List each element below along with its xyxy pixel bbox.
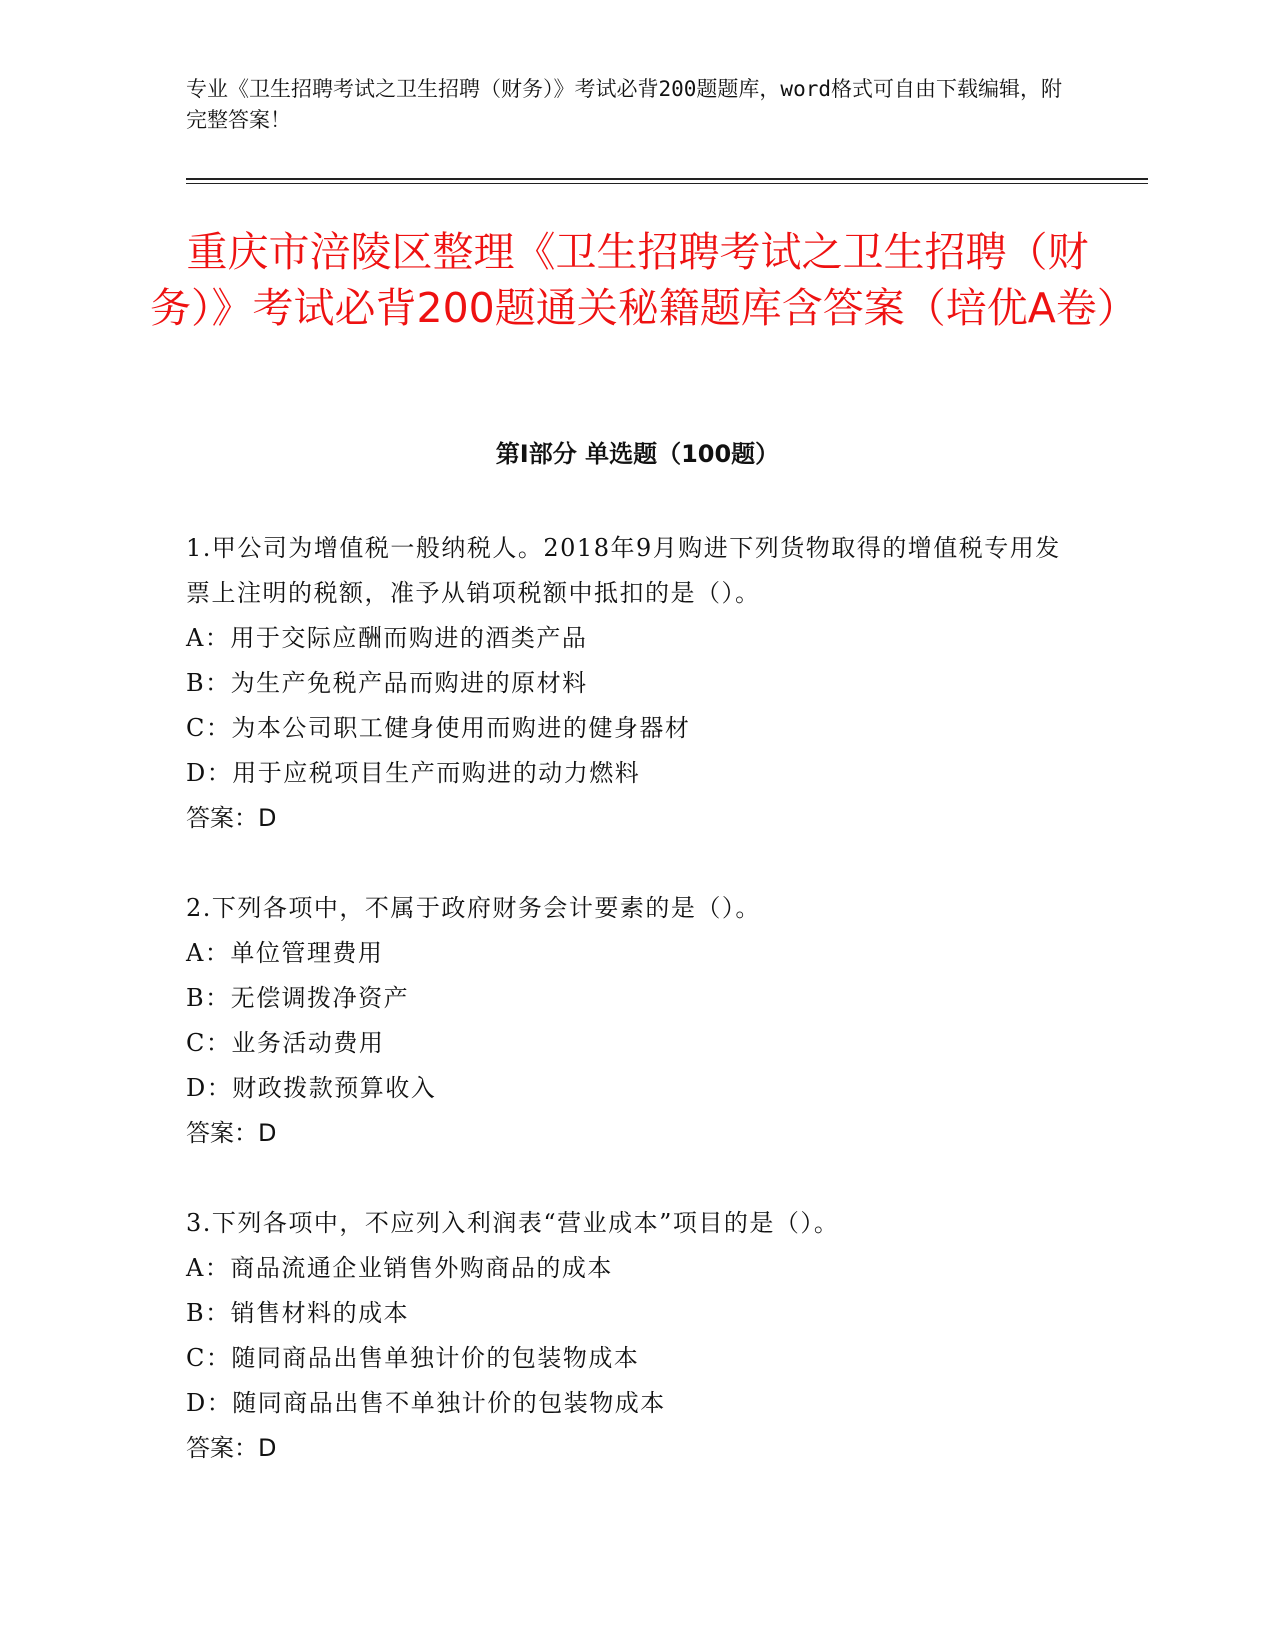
- header-note: 专业《卫生招聘考试之卫生招聘（财务）》考试必背200题题库，word格式可自由下载编辑，附完整答案！: [186, 77, 1062, 132]
- option-c: C：业务活动费用: [186, 1029, 385, 1057]
- option-b: B：为生产免税产品而购进的原材料: [186, 669, 588, 697]
- question-stem: 2.下列各项中，不属于政府财务会计要素的是（）。: [186, 894, 761, 922]
- question-1: [186, 526, 1066, 841]
- document-title: 重庆市涪陵区整理《卫生招聘考试之卫生招聘（财务）》考试必背200题通关秘籍题库含答案（培优A卷）: [150, 228, 1138, 332]
- question-stem: 1.甲公司为增值税一般纳税人。2018年9月购进下列货物取得的增值税专用发票上注明的税额，准予从销项税额中抵扣的是（）。: [186, 534, 1061, 607]
- question-stem: 3.下列各项中，不应列入利润表“营业成本”项目的是（）。: [186, 1209, 840, 1237]
- question-2: [186, 886, 1066, 1156]
- header-rule-thick: [186, 178, 1148, 180]
- question-list: [186, 526, 1066, 1516]
- answer-line: 答案：D: [186, 1119, 277, 1147]
- option-c: C：为本公司职工健身使用而购进的健身器材: [186, 714, 691, 742]
- option-b: B：销售材料的成本: [186, 1299, 410, 1327]
- option-b: B：无偿调拨净资产: [186, 984, 410, 1012]
- option-d: D：用于应税项目生产而购进的动力燃料: [186, 759, 641, 787]
- option-c: C：随同商品出售单独计价的包装物成本: [186, 1344, 640, 1372]
- section-heading: 第I部分 单选题（100题）: [495, 440, 780, 468]
- header-rule-thin: [186, 183, 1148, 184]
- option-d: D：财政拨款预算收入: [186, 1074, 437, 1102]
- answer-line: 答案：D: [186, 1434, 277, 1462]
- answer-line: 答案：D: [186, 804, 277, 832]
- option-a: A：单位管理费用: [186, 939, 384, 967]
- option-a: A：用于交际应酬而购进的酒类产品: [186, 624, 588, 652]
- option-a: A：商品流通企业销售外购商品的成本: [186, 1254, 613, 1282]
- question-3: [186, 1201, 1066, 1471]
- option-d: D：随同商品出售不单独计价的包装物成本: [186, 1389, 666, 1417]
